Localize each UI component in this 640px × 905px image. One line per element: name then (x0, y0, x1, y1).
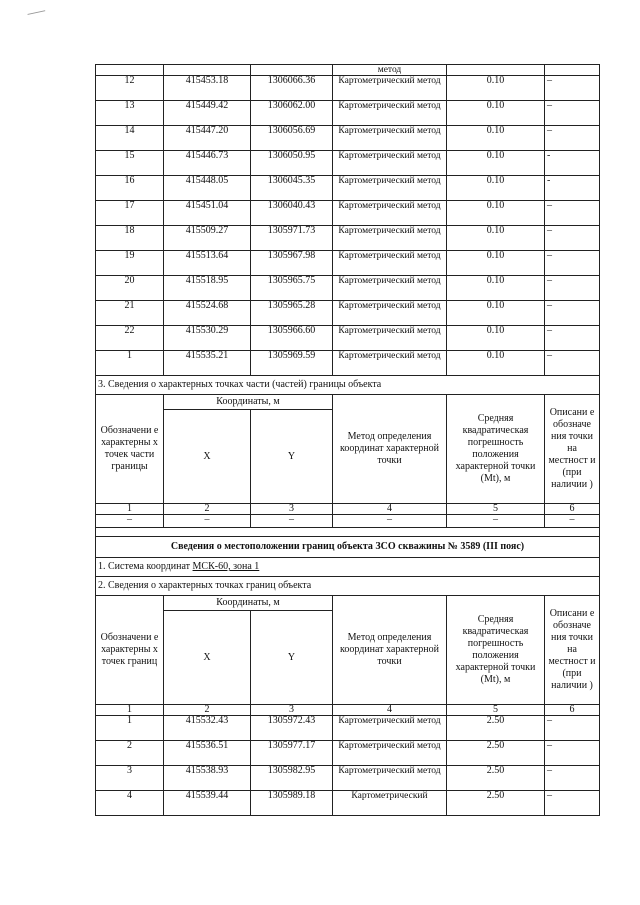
table-row (96, 101, 600, 126)
description-cell: – (545, 276, 600, 301)
description-cell: – (545, 791, 600, 816)
x-coordinate: 415446.73 (164, 151, 251, 176)
error-value: 2.50 (447, 791, 545, 816)
method-cell: Картометрический метод (333, 326, 447, 351)
method-cell: Картометрический метод (333, 716, 447, 741)
error-value: 0.10 (447, 276, 545, 301)
point-number: 4 (96, 791, 164, 816)
col-number: 2 (164, 504, 251, 515)
point-number: 2 (96, 741, 164, 766)
point-number: 13 (96, 101, 164, 126)
dash-cell: – (251, 515, 333, 528)
error-value: 0.10 (447, 226, 545, 251)
error-value: 0.10 (447, 76, 545, 101)
x-header: X (164, 410, 251, 504)
col-number: 2 (164, 705, 251, 716)
col-number: 4 (333, 705, 447, 716)
y-coordinate: 1305967.98 (251, 251, 333, 276)
description-cell: – (545, 126, 600, 151)
table-row (96, 766, 600, 791)
method-cell: Картометрический метод (333, 151, 447, 176)
section-2-heading: 2. Сведения о характерных точках границ объекта (96, 577, 600, 596)
x-coordinate: 415448.05 (164, 176, 251, 201)
x-coordinate: 415532.43 (164, 716, 251, 741)
description-cell: – (545, 351, 600, 376)
table-row (96, 716, 600, 741)
error-value: 0.10 (447, 326, 545, 351)
dash-cell: – (447, 515, 545, 528)
coord-system-value: МСК-60, зона 1 (192, 561, 260, 572)
col-number: 3 (251, 705, 333, 716)
x-coordinate: 415538.93 (164, 766, 251, 791)
method-cell: метод (333, 65, 447, 76)
method-cell: Картометрический метод (333, 276, 447, 301)
method-cell: Картометрический метод (333, 351, 447, 376)
point-number: 21 (96, 301, 164, 326)
table-row (96, 151, 600, 176)
table-row (96, 276, 600, 301)
column-number-row (96, 504, 600, 515)
y-coordinate: 1306062.00 (251, 101, 333, 126)
description-cell: – (545, 76, 600, 101)
error-value: 0.10 (447, 126, 545, 151)
pen-mark (27, 10, 46, 21)
point-number: 3 (96, 766, 164, 791)
x-header: X (164, 611, 251, 705)
description-cell: – (545, 301, 600, 326)
error-value: 0.10 (447, 151, 545, 176)
description-cell: – (545, 741, 600, 766)
point-number: 22 (96, 326, 164, 351)
designation-header: Обозначени е характерны х точек границ (96, 596, 164, 705)
description-cell: – (545, 201, 600, 226)
description-cell: – (545, 326, 600, 351)
method-cell: Картометрический метод (333, 226, 447, 251)
table-row (96, 301, 600, 326)
description-cell: – (545, 766, 600, 791)
x-coordinate: 415535.21 (164, 351, 251, 376)
empty-data-row (96, 515, 600, 528)
dash-cell: – (333, 515, 447, 528)
table-row (96, 251, 600, 276)
table-row (96, 326, 600, 351)
table-row (96, 176, 600, 201)
coords-header: Координаты, м (164, 395, 333, 410)
method-cell: Картометрический метод (333, 301, 447, 326)
x-coordinate: 415513.64 (164, 251, 251, 276)
error-value: 0.10 (447, 201, 545, 226)
designation-header: Обозначени е характерны х точек части границы (96, 395, 164, 504)
x-coordinate: 415539.44 (164, 791, 251, 816)
error-value: 2.50 (447, 766, 545, 791)
y-header: Y (251, 410, 333, 504)
description-cell: – (545, 716, 600, 741)
point-number: 20 (96, 276, 164, 301)
description-cell: – (545, 251, 600, 276)
desc-header: Описани е обозначе ния точки на местност и (при наличии ) (545, 596, 600, 705)
col-number: 1 (96, 705, 164, 716)
x-coordinate: 415451.04 (164, 201, 251, 226)
header-row (96, 395, 600, 410)
y-coordinate: 1305982.95 (251, 766, 333, 791)
point-number: 12 (96, 76, 164, 101)
col-number: 5 (447, 504, 545, 515)
point-number: 19 (96, 251, 164, 276)
coords-header: Координаты, м (164, 596, 333, 611)
table-row (96, 351, 600, 376)
y-coordinate: 1306066.36 (251, 76, 333, 101)
description-cell: – (545, 101, 600, 126)
method-cell: Картометрический метод (333, 251, 447, 276)
table-row (96, 226, 600, 251)
y-coordinate: 1306050.95 (251, 151, 333, 176)
section-3-heading: 3. Сведения о характерных точках части (частей) границы объекта (96, 376, 600, 395)
point-number: 1 (96, 716, 164, 741)
method-cell: Картометрический (333, 791, 447, 816)
y-coordinate: 1306040.43 (251, 201, 333, 226)
y-coordinate: 1305977.17 (251, 741, 333, 766)
error-header: Средняя квадратическая погрешность положения характерной точки (Mt), м (447, 395, 545, 504)
x-coordinate: 415447.20 (164, 126, 251, 151)
col-number: 5 (447, 705, 545, 716)
description-cell: - (545, 176, 600, 201)
method-cell: Картометрический метод (333, 101, 447, 126)
y-coordinate: 1306045.35 (251, 176, 333, 201)
table-row (96, 126, 600, 151)
table-row (96, 791, 600, 816)
point-number: 16 (96, 176, 164, 201)
point-number: 15 (96, 151, 164, 176)
y-coordinate: 1305972.43 (251, 716, 333, 741)
error-value: 2.50 (447, 716, 545, 741)
y-coordinate: 1305965.75 (251, 276, 333, 301)
point-number: 17 (96, 201, 164, 226)
title-row (96, 537, 600, 558)
method-cell: Картометрический метод (333, 766, 447, 791)
x-coordinate: 415536.51 (164, 741, 251, 766)
col-number: 4 (333, 504, 447, 515)
point-number: 18 (96, 226, 164, 251)
section-heading-row (96, 376, 600, 395)
table-row (96, 76, 600, 101)
column-number-row (96, 705, 600, 716)
document-page (95, 64, 599, 816)
description-cell: - (545, 151, 600, 176)
table-row (96, 65, 600, 76)
table-row (96, 741, 600, 766)
desc-header: Описани е обозначе ния точки на местност и (при наличии ) (545, 395, 600, 504)
col-number: 1 (96, 504, 164, 515)
y-header: Y (251, 611, 333, 705)
method-header: Метод определения координат характерной точки (333, 395, 447, 504)
method-cell: Картометрический метод (333, 176, 447, 201)
section-heading-row (96, 577, 600, 596)
method-header: Метод определения координат характерной точки (333, 596, 447, 705)
error-value: 0.10 (447, 251, 545, 276)
error-value: 2.50 (447, 741, 545, 766)
x-coordinate: 415518.95 (164, 276, 251, 301)
y-coordinate: 1305989.18 (251, 791, 333, 816)
point-number: 1 (96, 351, 164, 376)
method-cell: Картометрический метод (333, 126, 447, 151)
y-coordinate: 1305965.28 (251, 301, 333, 326)
x-coordinate: 415509.27 (164, 226, 251, 251)
error-value: 0.10 (447, 101, 545, 126)
error-value: 0.10 (447, 176, 545, 201)
dash-cell: – (545, 515, 600, 528)
y-coordinate: 1305969.59 (251, 351, 333, 376)
x-coordinate: 415449.42 (164, 101, 251, 126)
point-number: 14 (96, 126, 164, 151)
table-row (96, 201, 600, 226)
y-coordinate: 1305966.60 (251, 326, 333, 351)
col-number: 6 (545, 705, 600, 716)
error-value: 0.10 (447, 351, 545, 376)
zso-title: Сведения о местоположении границ объекта ЗСО скважины № 3589 (III пояс) (96, 537, 600, 558)
header-row (96, 596, 600, 611)
method-cell: Картометрический метод (333, 201, 447, 226)
method-cell: Картометрический метод (333, 741, 447, 766)
dash-cell: – (164, 515, 251, 528)
description-cell: – (545, 226, 600, 251)
x-coordinate: 415530.29 (164, 326, 251, 351)
col-number: 6 (545, 504, 600, 515)
y-coordinate: 1305971.73 (251, 226, 333, 251)
col-number: 3 (251, 504, 333, 515)
coord-system-label: 1. Система координат (98, 561, 193, 572)
y-coordinate: 1306056.69 (251, 126, 333, 151)
boundary-table (95, 64, 600, 816)
error-value: 0.10 (447, 301, 545, 326)
error-header: Средняя квадратическая погрешность положения характерной точки (Mt), м (447, 596, 545, 705)
method-cell: Картометрический метод (333, 76, 447, 101)
x-coordinate: 415453.18 (164, 76, 251, 101)
dash-cell: – (96, 515, 164, 528)
coord-system-row (96, 558, 600, 577)
x-coordinate: 415524.68 (164, 301, 251, 326)
